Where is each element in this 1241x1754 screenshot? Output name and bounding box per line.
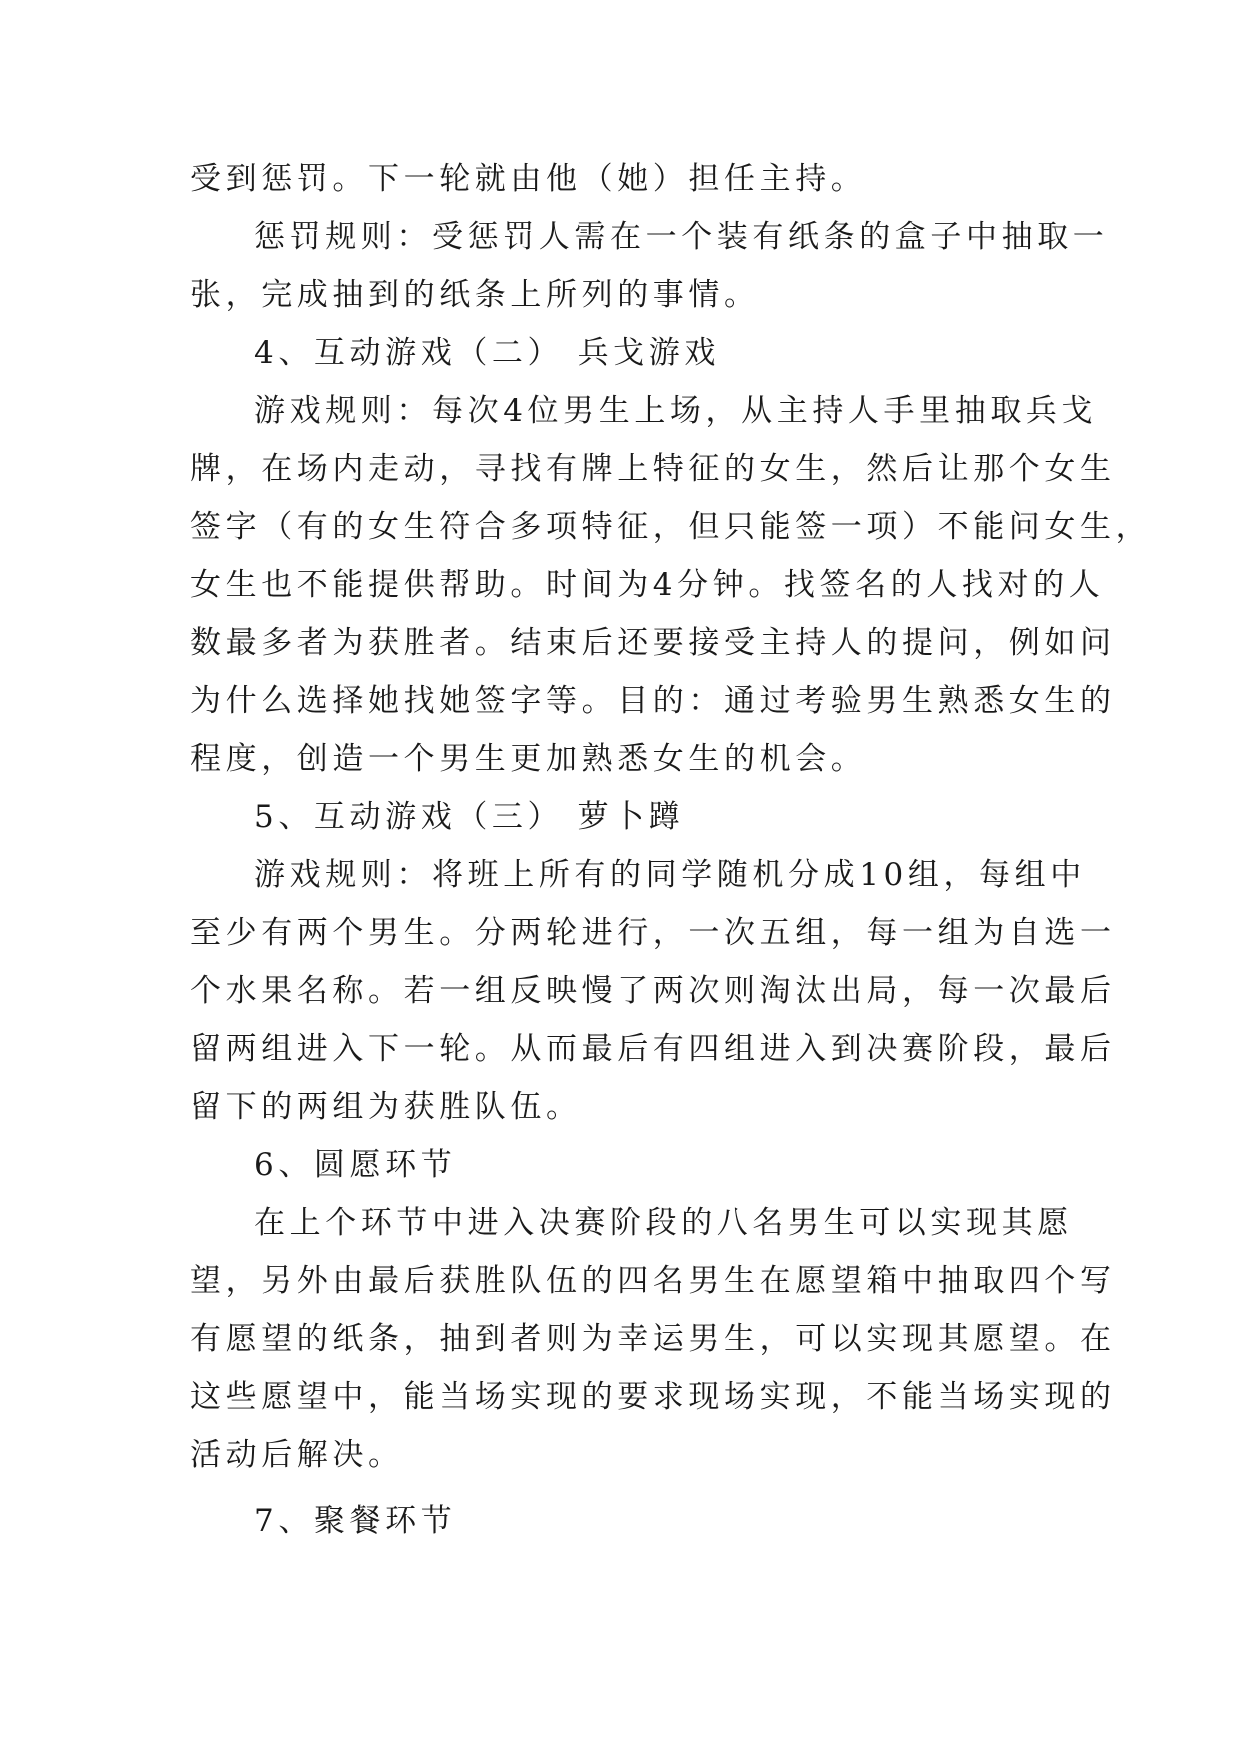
text-line: 牌，在场内走动，寻找有牌上特征的女生，然后让那个女生 — [190, 451, 1116, 487]
text-line: 女生也不能提供帮助。时间为4分钟。找签名的人找对的人 — [190, 567, 1105, 603]
text-line: 在上个环节中进入决赛阶段的八名男生可以实现其愿 — [254, 1205, 1073, 1241]
text-line: 有愿望的纸条，抽到者则为幸运男生，可以实现其愿望。在 — [190, 1321, 1116, 1357]
text-line: 签字（有的女生符合多项特征，但只能签一项）不能问女生， — [190, 509, 1152, 545]
text-line: 留下的两组为获胜队伍。 — [190, 1089, 582, 1125]
text-line: 游戏规则：每次4位男生上场，从主持人手里抽取兵戈 — [254, 393, 1098, 429]
text-line: 程度，创造一个男生更加熟悉女生的机会。 — [190, 741, 867, 777]
section-heading: 5、互动游戏（三） 萝卜蹲 — [254, 799, 685, 835]
text-line: 为什么选择她找她签字等。目的：通过考验男生熟悉女生的 — [190, 683, 1116, 719]
text-line: 个水果名称。若一组反映慢了两次则淘汰出局，每一次最后 — [190, 973, 1116, 1009]
section-heading: 6、圆愿环节 — [254, 1147, 457, 1183]
text-line: 活动后解决。 — [190, 1437, 404, 1473]
text-line: 游戏规则：将班上所有的同学随机分成10组，每组中 — [254, 857, 1086, 893]
text-line: 望，另外由最后获胜队伍的四名男生在愿望箱中抽取四个写 — [190, 1263, 1116, 1299]
text-line: 留两组进入下一轮。从而最后有四组进入到决赛阶段，最后 — [190, 1031, 1116, 1067]
document-page — [190, 150, 1152, 1550]
text-line: 数最多者为获胜者。结束后还要接受主持人的提问，例如问 — [190, 625, 1116, 661]
section-heading: 7、聚餐环节 — [254, 1503, 457, 1539]
text-line: 惩罚规则：受惩罚人需在一个装有纸条的盒子中抽取一 — [254, 219, 1109, 255]
text-line: 至少有两个男生。分两轮进行，一次五组，每一组为自选一 — [190, 915, 1116, 951]
section-heading: 4、互动游戏（二） 兵戈游戏 — [254, 335, 720, 371]
text-line: 受到惩罚。下一轮就由他（她）担任主持。 — [190, 161, 867, 197]
text-line: 张，完成抽到的纸条上所列的事情。 — [190, 277, 760, 313]
text-line: 这些愿望中，能当场实现的要求现场实现，不能当场实现的 — [190, 1379, 1116, 1415]
